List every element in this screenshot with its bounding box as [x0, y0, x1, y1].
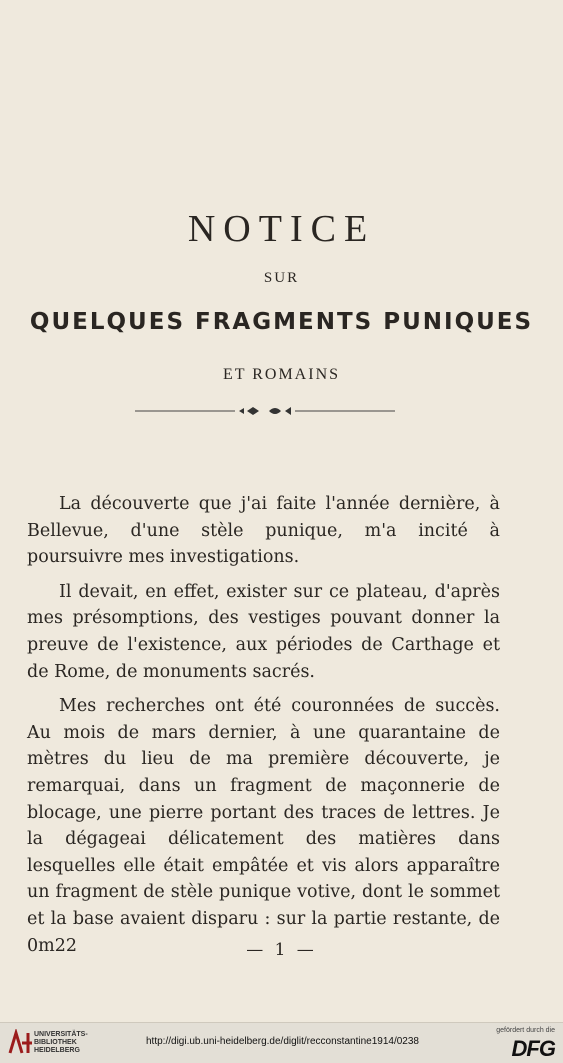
- permalink[interactable]: http://digi.ub.uni-heidelberg.de/diglit/recconstantine1914/0238: [146, 1036, 419, 1047]
- body-text: [27, 491, 500, 967]
- dfg-note: gefördert durch die: [496, 1027, 555, 1034]
- dfg-logo: DFG: [511, 1036, 555, 1061]
- university-library-logo-icon: [6, 1029, 36, 1057]
- paragraph: Mes recherches ont été couronnées de succès. Au mois de mars dernier, à une quarantaine de mètres du lieu de ma première découverte, je remarquai, dans un fragment de maçonnerie de blocage, une pierre portant des traces de lettres. Je la dégageai délicatement des matières dans lesquelles elle était empâtée et vis alors apparaître un fragment de stèle punique votive, dont le sommet et la base avaient disparu : sur la partie restante, de 0m22: [27, 696, 500, 956]
- title-sur: SUR: [263, 270, 300, 286]
- ornamental-rule: [135, 404, 395, 418]
- page-title: NOTICE: [187, 208, 376, 250]
- title-subject: QUELQUES FRAGMENTS PUNIQUES: [29, 309, 534, 335]
- paragraph: La découverte que j'ai faite l'année dernière, à Bellevue, d'une stèle punique, m'a incité à poursuivre mes investigations.: [27, 494, 500, 568]
- page-number: — 1 —: [246, 940, 317, 960]
- library-name: UNIVERSITÄTS- BIBLIOTHEK HEIDELBERG: [34, 1031, 88, 1054]
- paragraph: Il devait, en effet, exister sur ce plateau, d'après mes présomptions, des vestiges pouvant donner la preuve de l'existence, aux périodes de Carthage et de Rome, de monuments sacrés.: [27, 581, 500, 682]
- title-suffix: ET ROMAINS: [222, 366, 341, 383]
- viewer-footer: [0, 1022, 563, 1063]
